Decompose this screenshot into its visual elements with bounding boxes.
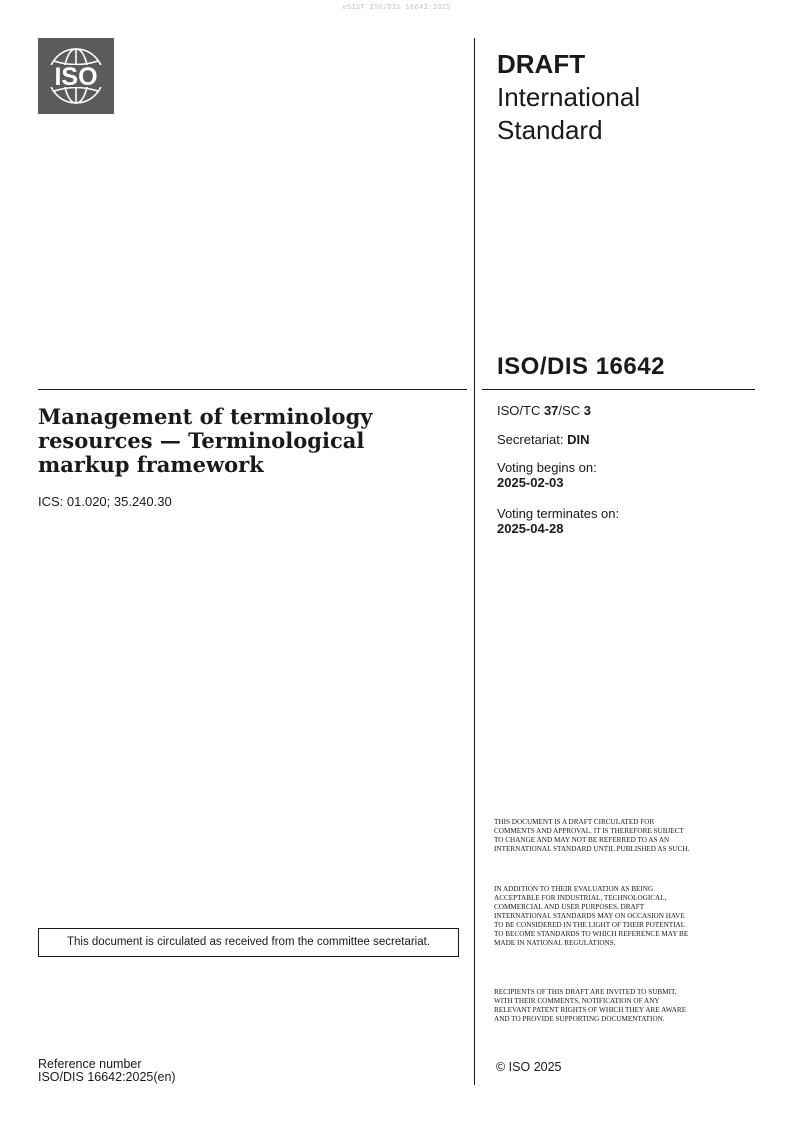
- voting-begins-label: Voting begins on:: [497, 460, 597, 475]
- circulation-notice: This document is circulated as received from the committee secretariat.: [38, 928, 459, 957]
- international-label: International: [497, 82, 641, 112]
- horizontal-divider-right: [482, 389, 755, 390]
- vertical-divider: [474, 38, 475, 1085]
- secretariat-line: Secretariat: DIN: [497, 432, 590, 447]
- voting-terminates-label: Voting terminates on:: [497, 506, 620, 521]
- document-type-heading: [497, 48, 640, 147]
- copyright: © ISO 2025: [496, 1060, 562, 1074]
- iso-logo-text: ISO: [54, 63, 98, 91]
- draft-label: DRAFT: [497, 49, 586, 79]
- reference-value: ISO/DIS 16642:2025(en): [38, 1070, 176, 1084]
- voting-begins-date: 2025-02-03: [497, 475, 564, 490]
- committee-line: ISO/TC 37/SC 3: [497, 403, 591, 418]
- iso-globe-logo-icon: [38, 38, 114, 114]
- reference-number: [38, 1058, 176, 1084]
- voting-terminates: [497, 506, 619, 536]
- document-title: Management of terminology resources — Terminological markup framework: [38, 404, 373, 477]
- voting-terminates-date: 2025-04-28: [497, 521, 564, 536]
- disclaimer-paragraph-1: THIS DOCUMENT IS A DRAFT CIRCULATED FOR COMMENTS AND APPROVAL. IT IS THEREFORE SUBJECT TO CHANGE AND MAY NOT BE REFERRED TO AS AN INTERNATIONAL STANDARD UNTIL PUBLISHED AS SUCH.: [494, 818, 690, 853]
- voting-begins: [497, 460, 597, 490]
- iso-logo: [38, 38, 114, 114]
- horizontal-divider-left: [38, 389, 467, 390]
- ics-codes: ICS: 01.020; 35.240.30: [38, 494, 172, 509]
- reference-label: Reference number: [38, 1057, 142, 1071]
- disclaimer-paragraph-3: RECIPIENTS OF THIS DRAFT ARE INVITED TO SUBMIT, WITH THEIR COMMENTS, NOTIFICATION OF ANY RELEVANT PATENT RIGHTS OF WHICH THEY ARE AWARE AND TO PROVIDE SUPPORTING DOCUMENTATION.: [494, 988, 687, 1023]
- watermark: oSIST ISO/DIS 16642:2025: [342, 3, 451, 11]
- document-number: ISO/DIS 16642: [497, 353, 665, 380]
- disclaimer-paragraph-2: IN ADDITION TO THEIR EVALUATION AS BEING ACCEPTABLE FOR INDUSTRIAL, TECHNOLOGICAL, COMMERCIAL AND USER PURPOSES, DRAFT INTERNATIONAL STANDARDS MAY ON OCCASION HAVE TO BE CONSIDERED IN THE LIGHT OF THEIR POTENTIAL TO BECOME STANDARDS TO WHICH REFERENCE MAY BE MADE IN NATIONAL REGULATIONS.: [494, 885, 689, 947]
- standard-label: Standard: [497, 115, 603, 145]
